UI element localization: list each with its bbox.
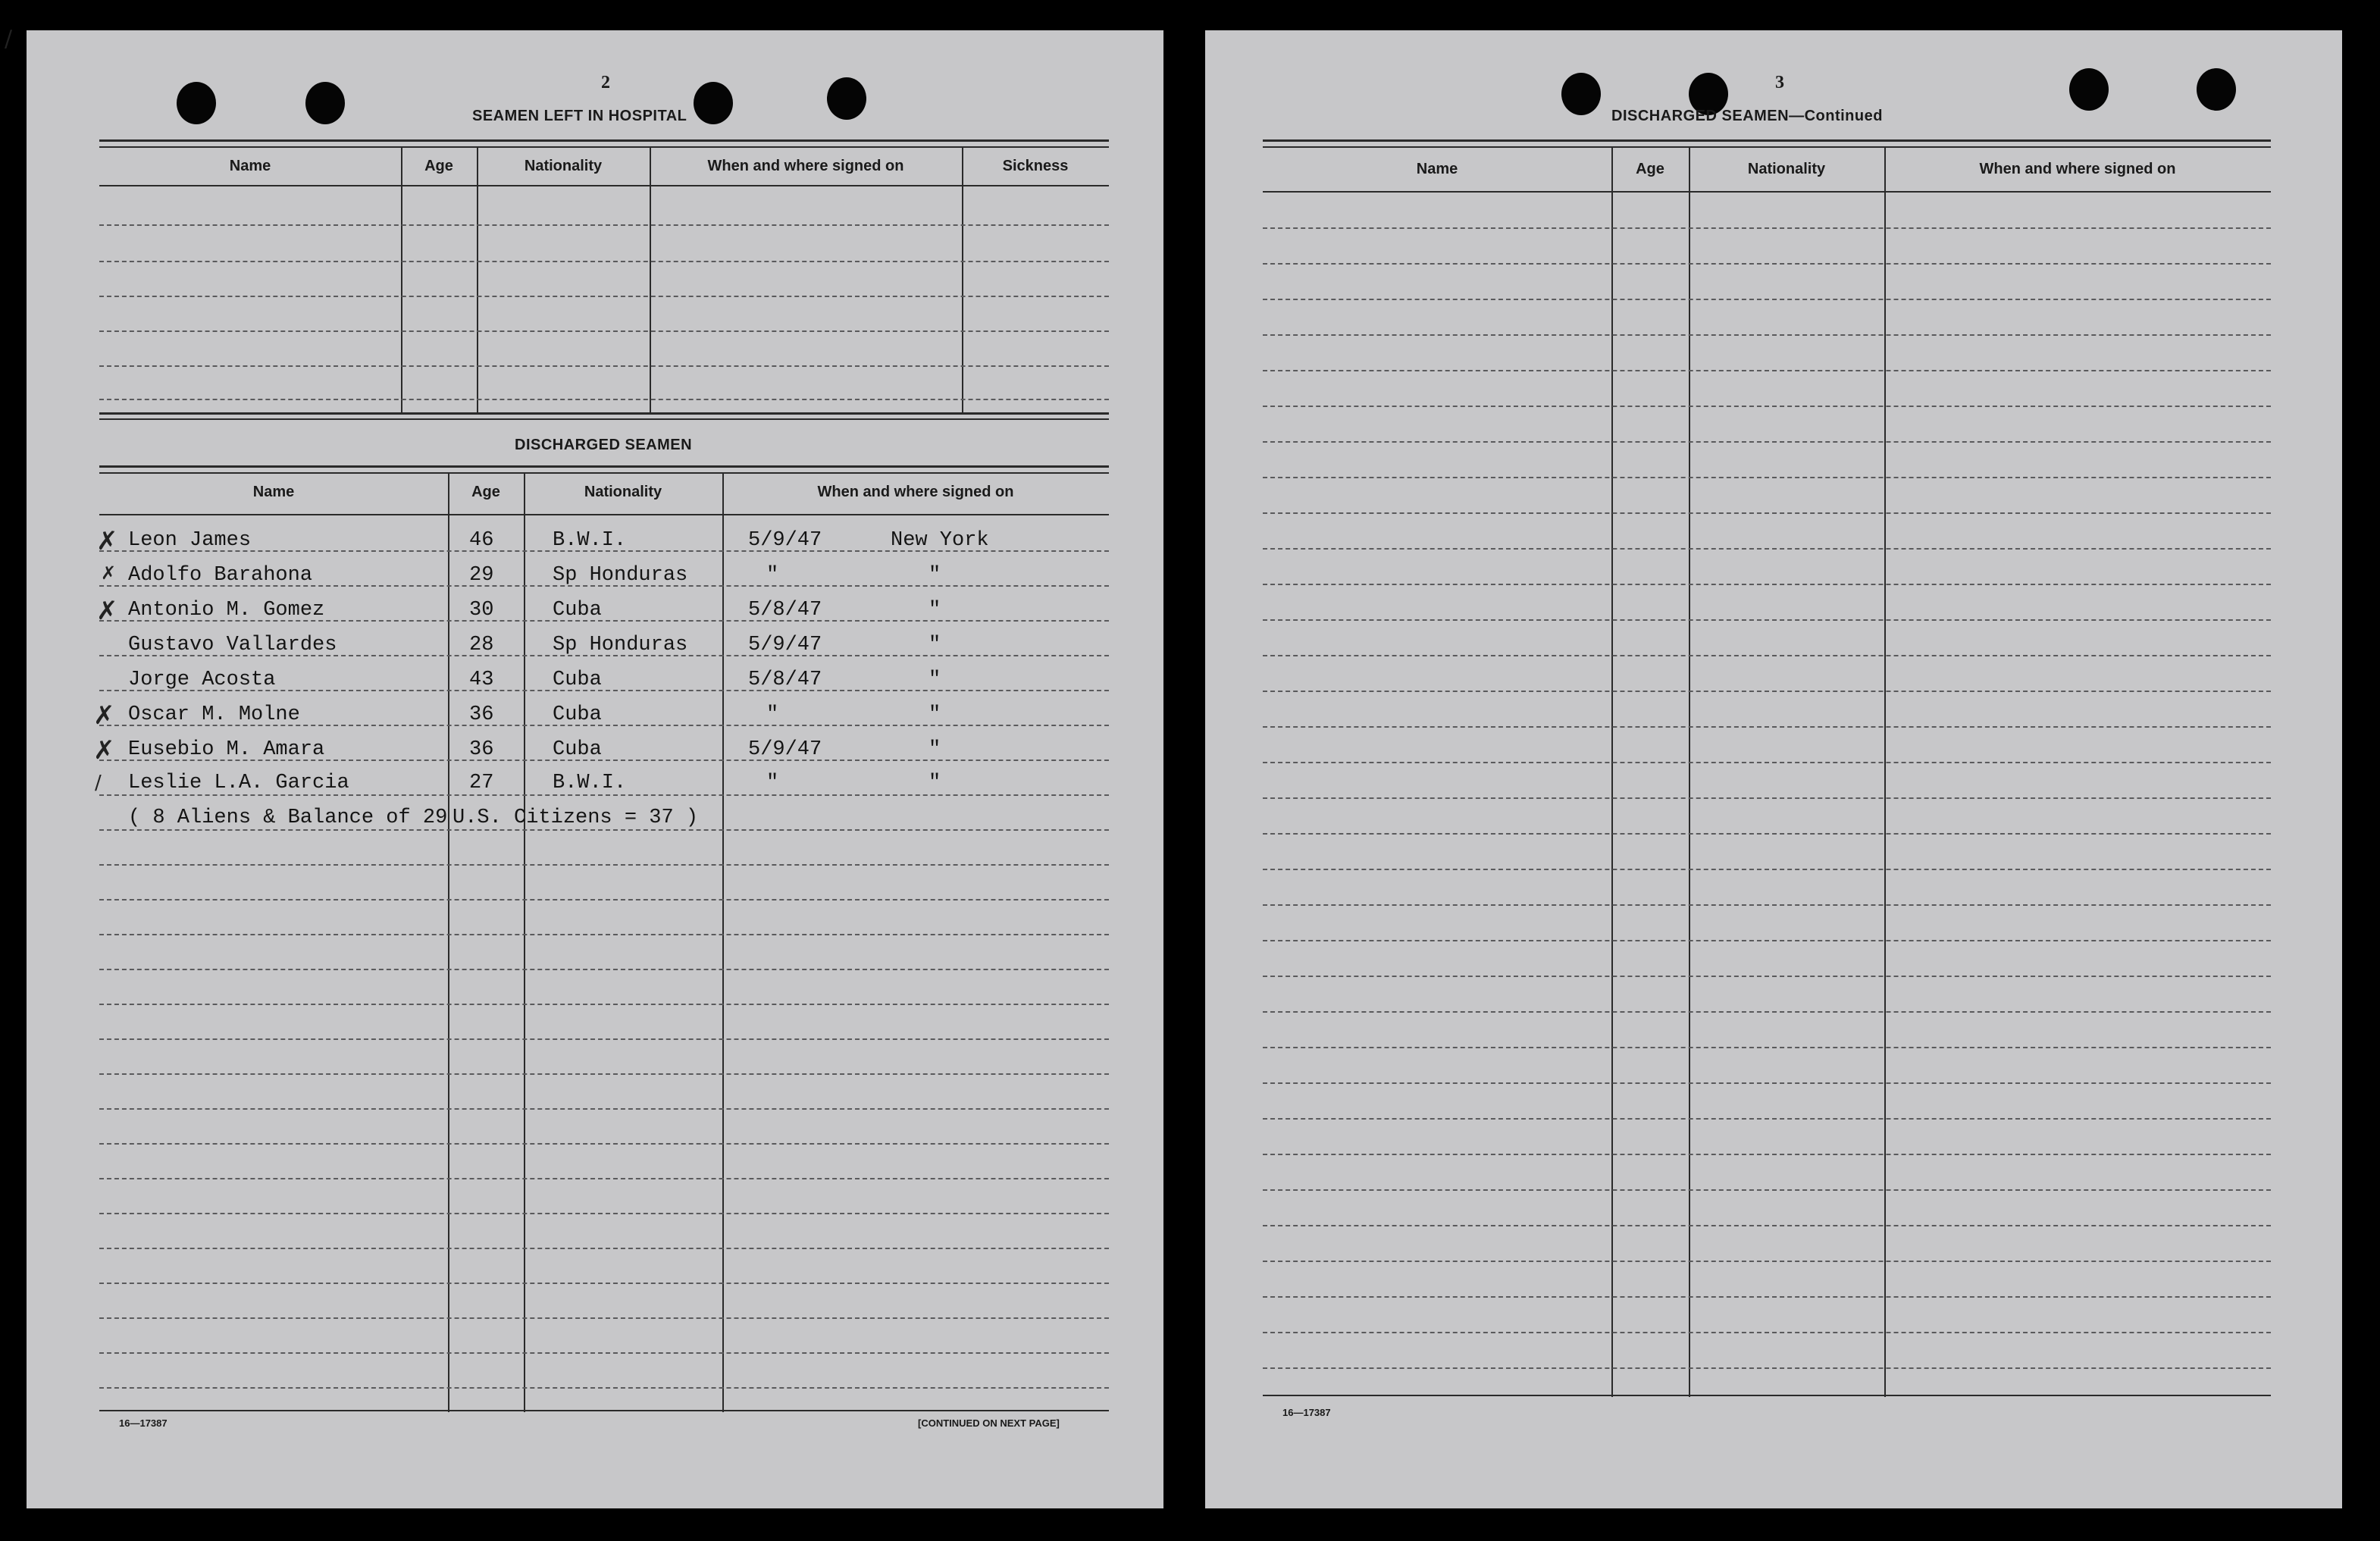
- discharged-section-title: DISCHARGED SEAMEN: [515, 437, 693, 453]
- seaman-nationality: Cuba: [553, 703, 602, 726]
- seaman-nationality: B.W.I.: [553, 772, 627, 794]
- punch-hole: [305, 82, 345, 124]
- col-nationality: Nationality: [524, 158, 603, 174]
- page-number: 3: [1775, 73, 1784, 92]
- seaman-nationality: Cuba: [553, 738, 602, 761]
- signed-on-date: 5/9/47: [748, 529, 822, 552]
- punch-hole: [177, 82, 216, 124]
- signed-on-date: 5/8/47: [748, 669, 822, 691]
- seaman-name: Antonio M. Gomez: [128, 599, 325, 622]
- left-page: [27, 30, 1163, 1508]
- discharged-continued-table: [1263, 139, 2271, 1428]
- summary-text-part1: ( 8 Aliens & Balance of 29: [128, 807, 448, 829]
- punch-hole: [827, 77, 866, 120]
- form-number: 16—17387: [1282, 1407, 1331, 1418]
- seaman-age: 28: [469, 634, 494, 656]
- seaman-age: 46: [469, 529, 494, 552]
- signed-on-date: ": [766, 703, 779, 726]
- seaman-nationality: Sp Honduras: [553, 564, 688, 587]
- seaman-name: Leslie L.A. Garcia: [128, 772, 349, 794]
- signed-on-date: ": [766, 772, 779, 794]
- signed-on-place: ": [929, 564, 941, 587]
- signed-on-date: 5/9/47: [748, 634, 822, 656]
- seaman-age: 30: [469, 599, 494, 622]
- seaman-name: Adolfo Barahona: [128, 564, 313, 587]
- check-mark: /: [95, 772, 102, 794]
- continued-note: [CONTINUED ON NEXT PAGE]: [918, 1417, 1060, 1429]
- seaman-age: 27: [469, 772, 494, 794]
- col-name: Name: [252, 484, 295, 500]
- seaman-nationality: B.W.I.: [553, 529, 627, 552]
- seaman-name: Oscar M. Molne: [128, 703, 300, 726]
- col-age: Age: [424, 158, 453, 174]
- col-name: Name: [229, 158, 271, 174]
- col-nationality: Nationality: [584, 484, 662, 500]
- signed-on-date: 5/8/47: [748, 599, 822, 622]
- page-number: 2: [601, 73, 610, 92]
- check-mark: ✗: [96, 526, 118, 556]
- signed-on-date: ": [766, 564, 779, 587]
- check-mark: ✗: [101, 562, 117, 584]
- col-signed-on: When and where signed on: [707, 158, 904, 174]
- punch-hole: [1561, 73, 1601, 115]
- seaman-name: Gustavo Vallardes: [128, 634, 337, 656]
- signed-on-place: ": [929, 599, 941, 622]
- signed-on-place: ": [929, 738, 941, 761]
- seaman-name: Jorge Acosta: [128, 669, 276, 691]
- seaman-age: 29: [469, 564, 494, 587]
- hospital-table: [99, 139, 1109, 443]
- seaman-age: 36: [469, 703, 494, 726]
- seaman-name: Eusebio M. Amara: [128, 738, 325, 761]
- col-sickness: Sickness: [1002, 158, 1069, 174]
- signed-on-place: ": [929, 772, 941, 794]
- form-number: 16—17387: [119, 1417, 168, 1429]
- discharged-table: [93, 465, 1109, 1420]
- section-title: DISCHARGED SEAMEN—Continued: [1611, 108, 1883, 124]
- check-mark: ✗: [93, 735, 115, 766]
- col-name: Name: [1416, 161, 1458, 177]
- corner-mark: /: [5, 26, 13, 52]
- seaman-age: 43: [469, 669, 494, 691]
- punch-hole: [694, 82, 733, 124]
- check-mark: ✗: [93, 700, 115, 731]
- punch-hole: [2197, 68, 2236, 111]
- col-signed-on: When and where signed on: [1979, 161, 2176, 177]
- col-nationality: Nationality: [1747, 161, 1826, 177]
- signed-on-place: ": [929, 634, 941, 656]
- seaman-nationality: Sp Honduras: [553, 634, 688, 656]
- signed-on-place: ": [929, 703, 941, 726]
- signed-on-date: 5/9/47: [748, 738, 822, 761]
- col-signed-on: When and where signed on: [817, 484, 1014, 500]
- seaman-nationality: Cuba: [553, 669, 602, 691]
- signed-on-place: ": [929, 669, 941, 691]
- right-page: [1205, 30, 2342, 1508]
- punch-hole: [2069, 68, 2109, 111]
- seaman-nationality: Cuba: [553, 599, 602, 622]
- seaman-age: 36: [469, 738, 494, 761]
- seaman-name: Leon James: [128, 529, 252, 552]
- check-mark: ✗: [96, 596, 118, 626]
- hospital-section-title: SEAMEN LEFT IN HOSPITAL: [472, 108, 687, 124]
- col-age: Age: [1636, 161, 1664, 177]
- summary-text-part2: U.S. Citizens = 37 ): [453, 807, 699, 829]
- signed-on-place: New York: [891, 529, 989, 552]
- col-age: Age: [471, 484, 500, 500]
